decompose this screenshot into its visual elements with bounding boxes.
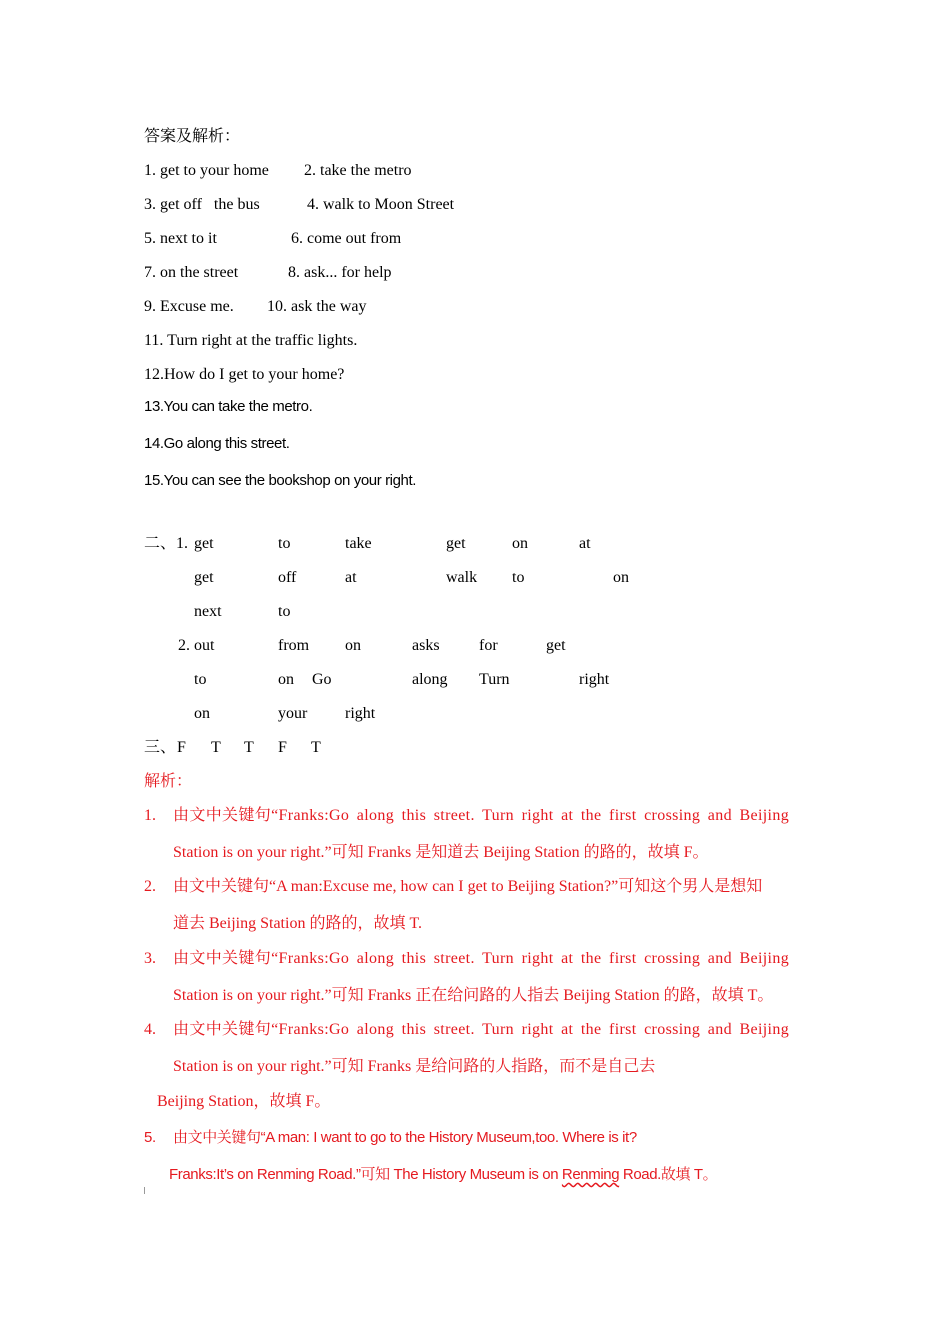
s2-r2-c5: to [512,569,525,586]
explanation-2-line1: 由文中关键句“A man:Excuse me, how can I get to Beijing Station?”可知这个男人是想知 [173,878,763,895]
answer-6: 6. come out from [291,230,402,247]
section3-prefix: 三、 [144,739,177,756]
answer-1: 1. get to your home [144,162,269,179]
s2-r2-c4: walk [446,569,478,586]
explanation-5-line1: 由文中关键句“A man: I want to go to the History Museum,too. Where is it? [173,1129,637,1146]
explanation-4-line2: Station is on your right.”可知 Franks 是给问路的人指路，而不是自己去 [173,1058,656,1075]
answer-7: 7. on the street [144,264,239,281]
s2-r1-c5: on [512,535,528,552]
explanation-1-line1: 由文中关键句“Franks:Go along this street. Turn right at the first crossing and Beijing [173,807,790,824]
s3-answer-5: T [311,739,321,756]
s2-r5-c3: Go [312,671,332,688]
answer-14: 14.Go along this street. [144,435,290,452]
answer-15: 15.You can see the bookshop on your right. [144,472,417,489]
explanation-4-line3: Beijing Station，故填 F。 [157,1093,331,1110]
answer-8: 8. ask... for help [288,264,392,281]
s3-answer-3: T [244,739,254,756]
explanation-4-line1: 由文中关键句“Franks:Go along this street. Turn right at the first crossing and Beijing [173,1021,790,1038]
s2-r1-c3: take [345,535,372,552]
s2-r1-c1: get [194,535,214,552]
answer-2: 2. take the metro [304,162,412,179]
answer-13: 13.You can take the metro. [144,398,313,415]
s2-r4-c3: on [345,637,361,654]
s2-r5-c1: to [194,671,207,688]
s2-r2-c3: at [345,569,357,586]
section2-prefix: 二、1. [144,535,189,552]
s3-answer-4: F [278,739,287,756]
s2-r6-c2: your [278,705,308,722]
explanation-5-line2 [169,1165,717,1185]
s2-r3-c1: next [194,603,222,620]
explanation-5-misspelled-word: Renming [561,1166,620,1183]
s2-r2-c6: on [613,569,629,586]
s2-r5-c5: Turn [479,671,510,688]
s2-r2-c1: get [194,569,214,586]
explanation-4-number: 4. [144,1021,156,1038]
s2-r4-c1: out [194,637,215,654]
s3-answer-2: T [211,739,221,756]
explanation-5-line2-start: Franks:It’s on Renming Road.”可知 The History Museum is on [169,1166,562,1183]
s2-r3-c2: to [278,603,291,620]
answer-10: 10. ask the way [267,298,367,315]
analysis-label: 解析： [144,773,193,790]
s2-r1-c4: get [446,535,466,552]
s2-r1-c2: to [278,535,291,552]
answer-4: 4. walk to Moon Street [307,196,455,213]
answer-heading: 答案及解析： [144,128,241,145]
s2-r4-c4: asks [412,637,440,654]
explanation-5-number: 5. [144,1129,156,1146]
s2-r6-c1: on [194,705,210,722]
answer-9: 9. Excuse me. [144,298,234,315]
answer-5: 5. next to it [144,230,217,247]
answer-11: 11. Turn right at the traffic lights. [144,332,358,349]
explanation-3-line1: 由文中关键句“Franks:Go along this street. Turn right at the first crossing and Beijing [173,950,790,967]
s2-r5-c4: along [412,671,448,688]
s2-r1-c6: at [579,535,591,552]
explanation-5-line2-end: Road.故填 T。 [619,1166,718,1183]
s2-r4-c2: from [278,637,310,654]
s2-r4-c5: for [479,637,498,654]
explanation-1-number: 1. [144,807,156,824]
explanation-1-line2: Station is on your right.”可知 Franks 是知道去 Beijing Station 的路的，故填 F。 [173,844,709,861]
answer-3: 3. get off the bus [144,196,260,213]
answer-12: 12.How do I get to your home? [144,366,345,383]
section2-prefix-2: 2. [178,637,190,654]
page-margin-mark [144,1187,145,1194]
s2-r5-c6: right [579,671,610,688]
explanation-3-number: 3. [144,950,156,967]
s2-r2-c2: off [278,569,297,586]
s3-answer-1: F [177,739,186,756]
s2-r5-c2: on [278,671,294,688]
s2-r4-c6: get [546,637,566,654]
explanation-3-line2: Station is on your right.”可知 Franks 正在给问路的人指去 Beijing Station 的路，故填 T。 [173,987,774,1004]
explanation-2-line2: 道去 Beijing Station 的路的，故填 T. [173,915,423,932]
explanation-2-number: 2. [144,878,156,895]
s2-r6-c3: right [345,705,376,722]
